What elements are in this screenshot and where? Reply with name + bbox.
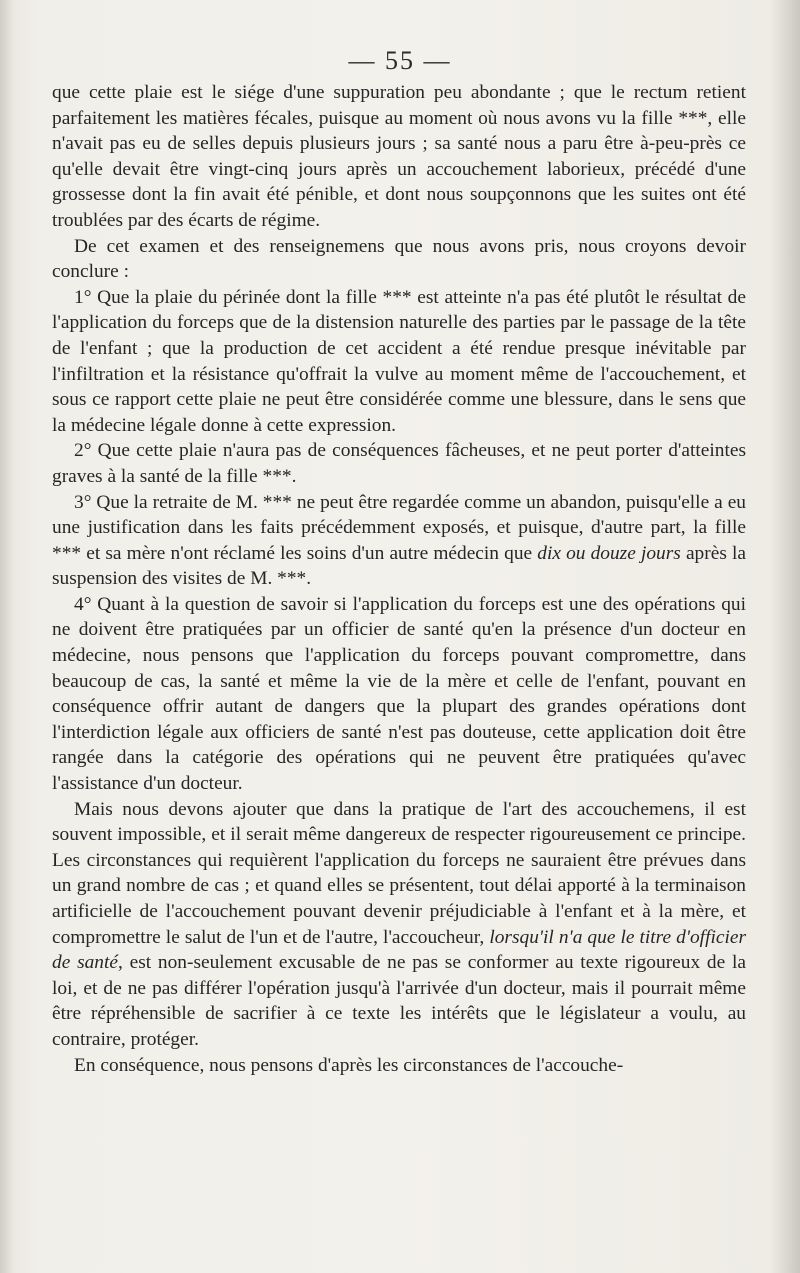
paragraph-examen-conclusion: De cet examen et des renseignemens que nous avons pris, nous croyons devoir conclure : bbox=[52, 235, 746, 283]
paragraph-mais bbox=[52, 797, 746, 1053]
text-run: après la suspension des visites de M. ***. bbox=[52, 542, 746, 590]
paragraph-conclusion-4: 4° Quant à la question de savoir si l'application du forceps est une des opérations qui ne doivent être pratiquées par un officier de santé qu'en la présence d'un docteur en médecine, nous pensons que l'application du forceps pouvant compromettre, dans beaucoup de cas, la santé et même la vie de la mère et celle de l'enfant, pouvant en conséquence offrir autant de dangers que la plupart des grandes opérations dont l'interdiction légale aux officiers de santé n'est pas douteuse, cette application doit être rangée dans la catégorie des opérations qui ne peuvent être pratiquées qu'avec l'assistance d'un docteur. bbox=[52, 593, 746, 795]
italic-text: lorsqu'il n'a que le titre d'officier de santé bbox=[52, 926, 746, 974]
text-run: Mais nous devons ajouter que dans la pratique de l'art des accouchemens, il est souvent impossible, et il serait même dangereux de respecter rigoureusement ce principe. Les circonstances qui requièrent l'application du forceps ne sauraient être prévues dans un grand nombre de cas ; et quand elles se présentent, tout délai apporté à la terminaison artificielle de l'accouchement pouvant devenir préjudiciable à l'enfant et à la mère, et compromettre le salut de l'un et de l'autre, l'accoucheur, bbox=[52, 798, 746, 948]
italic-text: dix ou douze jours bbox=[537, 542, 681, 564]
text-run: 3° Que la retraite de M. *** ne peut être regardée comme un abandon, puisqu'elle a eu une justification dans les faits précédemment exposés, et puisque, d'autre part, la fille *** et sa mère n'ont réclamé les soins d'un autre médecin que bbox=[52, 491, 746, 564]
paragraph-conclusion-1: 1° Que la plaie du périnée dont la fille *** est atteinte n'a pas été plutôt le résultat de l'application du forceps que de la distension naturelle des parties par le passage de la tête de l'enfant ; que la production de cet accident a été rendue presque inévitable par l'infiltration et la résistance qu'offrait la vulve au moment même de l'accouchement, et sous ce rapport cette plaie ne peut être considérée comme une blessure, dans le sens que la médecine légale donne à cette expression. bbox=[52, 286, 746, 436]
paragraph-consequence: En conséquence, nous pensons d'après les circonstances de l'accouche- bbox=[74, 1054, 624, 1076]
paragraph-conclusion-2: 2° Que cette plaie n'aura pas de conséquences fâcheuses, et ne peut porter d'atteintes graves à la santé de la fille ***. bbox=[52, 440, 746, 487]
body-text bbox=[52, 80, 746, 1078]
page-number: — 55 — bbox=[348, 46, 452, 75]
paragraph-continuation: que cette plaie est le siége d'une suppuration peu abondante ; que le rectum retient parfaitement les matières fécales, puisque au moment où nous avons vu la fille ***, elle n'avait pas eu de selles depuis plusieurs jours ; sa santé nous a paru être à-peu-près ce qu'elle devait être vingt-cinq jours après un accouchement laborieux, précédé d'une grossesse dont la fin avait été pénible, et dont nous soupçonnons que les suites ont été troublées par des écarts de régime. bbox=[52, 82, 746, 231]
paragraph-conclusion-3 bbox=[52, 490, 746, 592]
text-run: , est non-seulement excusable de ne pas se conformer au texte rigoureux de la loi, et de ne pas différer l'opération jusqu'à l'arrivée d'un docteur, mais il pourrait même être répréhensible de sacrifier à ce texte les intérêts que le législateur a voulu, au contraire, protéger. bbox=[52, 952, 746, 1050]
